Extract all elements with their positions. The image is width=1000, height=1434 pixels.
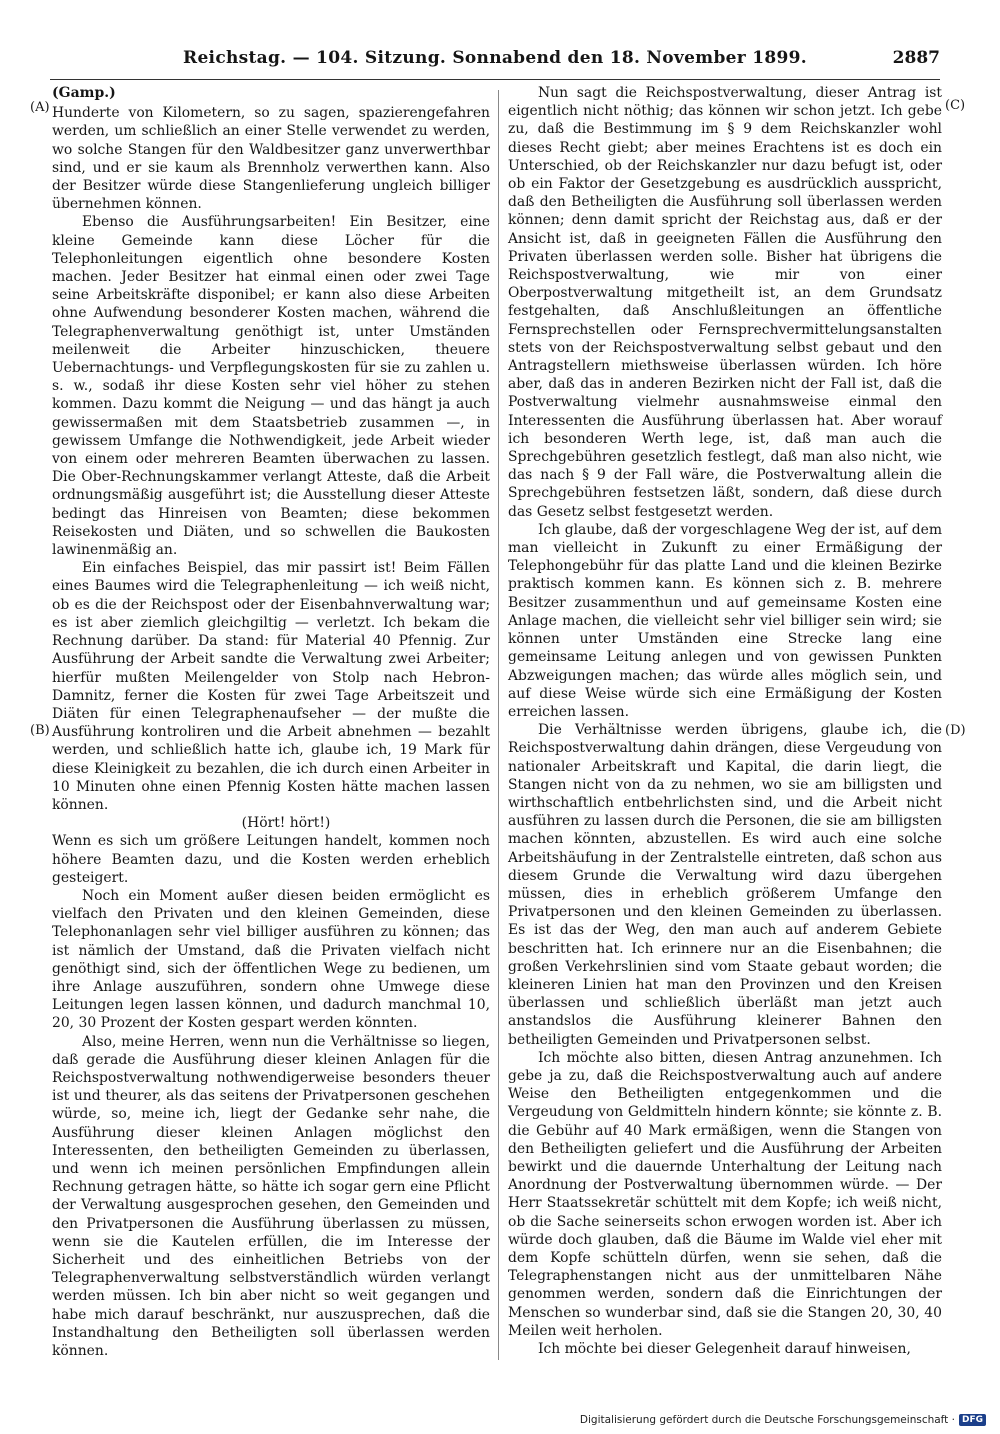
page-number: 2887 [892, 48, 940, 68]
paragraph: Ein einfaches Beispiel, das mir passirt ist! Beim Fällen eines Baumes wird die Telegraphenleitung — ich weiß nicht, ob es die der Reichspost oder der Eisenbahnverwaltung war; es ist aber ziemlich gleichgiltig — verletzt. Ich bekam die Rechnung darüber. Da stand: für Material 40 Pfennig. Zur Ausführung der Arbeit sandte die Verwaltung zwei Arbeiter; hierfür mußten Meilengelder von Stolp nach Hebron-Damnitz, ferner die Kosten für zwei Tage Arbeitszeit und Diäten für einen Telegraphenaufseher — der mußte die Ausführung kontroliren und die Arbeit abnehmen — bezahlt werden, und schließlich hatte ich, glaube ich, 19 Mark für diese Kleinigkeit zu bezahlen, die ich durch einen Arbeiter in 10 Minuten ohne einen Pfennig Kosten hätte machen lassen können. [52, 560, 490, 813]
page-header [50, 42, 940, 76]
header-rule [50, 79, 940, 80]
margin-marker-c: (C) [945, 98, 966, 113]
paragraph: Noch ein Moment außer diesen beiden ermöglicht es vielfach den Privaten und den kleinen Gemeinden, diese Telephonanlagen sehr viel billiger ausführen zu können; das ist nämlich der Umstand, daß die Privaten vielfach nicht genöthigt sind, sich der öffentlichen Wege zu bedienen, um ihre Anlage auszuführen, sondern ohne Umwege diese Leitungen legen lassen können, und dadurch manchmal 10, 20, 30 Prozent der Kosten gespart werden könnten. [52, 887, 490, 1032]
margin-marker-b: (B) [30, 723, 50, 738]
column-divider [498, 90, 499, 1360]
left-column [52, 84, 490, 1369]
digitization-credit [580, 1414, 986, 1426]
paragraph: Wenn es sich um größere Leitungen handelt, kommen noch höhere Beamten dazu, und die Kosten werden erheblich gesteigert. [52, 833, 490, 886]
speaker-label: (Gamp.) [52, 85, 116, 101]
paragraph: Ich möchte bei dieser Gelegenheit darauf hinweisen, [538, 1341, 911, 1358]
paragraph: Also, meine Herren, wenn nun die Verhältnisse so liegen, daß gerade die Ausführung dieser kleinen Anlagen für die Reichspostverwaltung nothwendigerweise besonders theuer ist und theurer, als das seitens der Privatpersonen geschehen würde, so, meine ich, liegt der Gedanke sehr nahe, die Ausführung dieser kleinen Anlagen möglichst den Interessenten, den betheiligten Gemeinden zu überlassen, und wenn ich meinen persönlichen Empfindungen allein Rechnung getragen hätte, so hätte ich sogar gern eine Pflicht der Verwaltung ausgesprochen gesehen, den Gemeinden und den Privatpersonen die Ausführung überlassen zu müssen, wenn sie die Kautelen erfüllen, die im Interesse der Sicherheit und des einheitlichen Betriebs von der Telegraphenverwaltung selbstverständlich würden verlangt werden müssen. Ich bin aber nicht so weit gegangen und habe mich darauf beschränkt, nur auszusprechen, daß die Instandhaltung den Betheiligten soll überlassen werden können. [52, 1033, 490, 1360]
running-head: Reichstag. — 104. Sitzung. Sonnabend den 18. November 1899. [183, 48, 807, 68]
margin-marker-d: (D) [945, 723, 966, 738]
paragraph: Ich möchte also bitten, diesen Antrag anzunehmen. Ich gebe ja zu, daß die Reichspostverwaltung auch auf andere Weise den Betheiligten entgegenkommen und die Vergeudung von Geldmitteln hindern könnte; sie könnte z. B. die Gebühr auf 40 Mark ermäßigen, wenn die Stangen von den Betheiligten geliefert und die Ausführung der Arbeiten bewirkt und die dauernde Unterhaltung der Leitung nach Anordnung der Postverwaltung übernommen würde. — Der Herr Staatssekretär schüttelt mit dem Kopfe; ich weiß nicht, ob die Sache seinerseits schon erwogen worden ist. Aber ich würde doch glauben, daß die Bäume im Walde viel eher mit dem Kopfe schütteln dürfen, wenn sie sehen, daß die Telegraphenstangen nicht aus der unmittelbaren Nähe genommen werden, sondern daß die Einrichtungen der Menschen so wunderbar sind, daß sie die Stangen 20, 30, 40 Meilen weit herholen. [508, 1049, 942, 1339]
paragraph: Ich glaube, daß der vorgeschlagene Weg der ist, auf dem man vielleicht in Zukunft zu einer Ermäßigung der Telephongebühr für das platte Land und die kleinen Bezirke praktisch kommen kann. Es können sich z. B. mehrere Besitzer zusammenthun und auf gemeinsame Kosten eine Anlage machen, die vielleicht sehr viel billiger sein wird; sie können unter Umständen eine Strecke lang eine gemeinsame Leitung anlegen und von gewissen Punkten Abzweigungen machen; das würde alles möglich sein, und auf diese Weise würde sich eine Ermäßigung der Kosten erreichen lassen. [508, 521, 942, 720]
paragraph: Nun sagt die Reichspostverwaltung, dieser Antrag ist eigentlich nicht nöthig; das können wir schon jetzt. Ich gebe zu, daß die Bestimmung im § 9 dem Reichskanzler wohl dieses Recht giebt; aber meines Erachtens ist es doch ein Unterschied, ob der Reichskanzler nur dazu befugt ist, oder ob ein Faktor der Gesetzgebung es ausdrücklich ausspricht, daß den Betheiligten die Ausführung soll überlassen werden können; denn damit spricht der Reichstag aus, daß er der Ansicht ist, daß in geeigneten Fällen die Ausführung den Privaten überlassen werden solle. Bisher hat übrigens die Reichspostverwaltung, wie mir von einer Oberpostverwaltung mitgetheilt ist, an dem Grundsatz festgehalten, daß Anschlußleitungen an öffentliche Fernsprechstellen oder Fernsprechvermittelungsanstalten stets von der Reichspostverwaltung selbst gebaut und den Antragstellern miethsweise überlassen würden. Ich höre aber, daß das in anderen Bezirken nicht der Fall ist, daß die Postverwaltung vielmehr ausnahmsweise einmal den Interessenten die Ausführung überlassen hat. Aber worauf ich besonderen Werth lege, ist, daß man auch die Sprechgebühren gesetzlich festlegt, daß man also nicht, wie das nach § 9 der Fall wäre, die Postverwaltung allein die Sprechgebühren festsetzen läßt, sondern, daß diese durch das Gesetz selbst festgesetzt werden. [508, 85, 942, 520]
right-column [508, 84, 942, 1369]
dfg-logo-icon: DFG [959, 1414, 986, 1426]
paragraph: Hunderte von Kilometern, so zu sagen, spazierengefahren werden, um schließlich an einer Stelle verwendet zu werden, wo solche Stangen für den Waldbesitzer ganz unverwerthbar sind, und er sie kaum als Brennholz verwerthen kann. Also der Besitzer würde diese Stangenlieferung ungleich billiger übernehmen können. [52, 105, 490, 213]
margin-marker-a: (A) [30, 100, 50, 115]
interjection: (Hört! hört!) [241, 815, 331, 832]
credit-text: Digitalisierung gefördert durch die Deutsche Forschungsgemeinschaft · [579, 1414, 955, 1426]
paragraph: Die Verhältnisse werden übrigens, glaube ich, die Reichspostverwaltung dahin drängen, diese Vergeudung von nationaler Arbeitskraft und Kapital, die darin liegt, die Stangen nicht von da zu nehmen, wo sie am billigsten und wirthschaftlich entbehrlichsten sind, und die Arbeit nicht ausführen zu lassen durch die Personen, die sie am billigsten machen könnten, abzustellen. Es wird auch eine solche Arbeitshäufung in der Zentralstelle eintreten, daß schon aus diesem Grunde die Verwaltung wird dazu übergehen müssen, dies in erheblich größerem Umfange den Privatpersonen und den kleinen Gemeinden zu überlassen. Es ist das der Weg, den man auch auf anderem Gebiete beschritten hat. Ich erinnere nur an die Eisenbahnen; die großen Verkehrslinien sind vom Staate gebaut worden; die kleineren Linien hat man den Provinzen und den Kreisen überlassen und schließlich überläßt man jetzt auch anstandslos die Ausführung kleinerer Bahnen den betheiligten Gemeinden und Privatpersonen selbst. [508, 722, 942, 1048]
paragraph: Ebenso die Ausführungsarbeiten! Ein Besitzer, eine kleine Gemeinde kann diese Löcher für die Telephonleitungen eigentlich ohne besondere Kosten machen. Jeder Besitzer hat einmal einen oder zwei Tage seine Arbeitskräfte disponibel; er kann also diese Arbeiten ohne Aufwendung besonderer Kosten machen, während die Telegraphenverwaltung genöthigt ist, unter Umständen meilenweit die Arbeiter hinzuschicken, theuere Uebernachtungs- und Verpflegungskosten für sie zu zahlen u. s. w., sodaß ihr diese Kosten sehr viel höher zu stehen kommen. Dazu kommt die Neigung — und das hängt ja auch gewissermaßen mit dem Staatsbetrieb zusammen —, in gewissem Umfange die Nothwendigkeit, jede Arbeit wieder von einem oder mehreren Beamten überwachen zu lassen. Die Ober-Rechnungskammer verlangt Atteste, daß die Arbeit ordnungsmäßig ausgeführt ist; die Ausstellung dieser Atteste bedingt das Hinreisen von Beamten; diese bekommen Reisekosten und Diäten, und so schwellen die Baukosten lawinenmäßig an. [52, 214, 490, 559]
